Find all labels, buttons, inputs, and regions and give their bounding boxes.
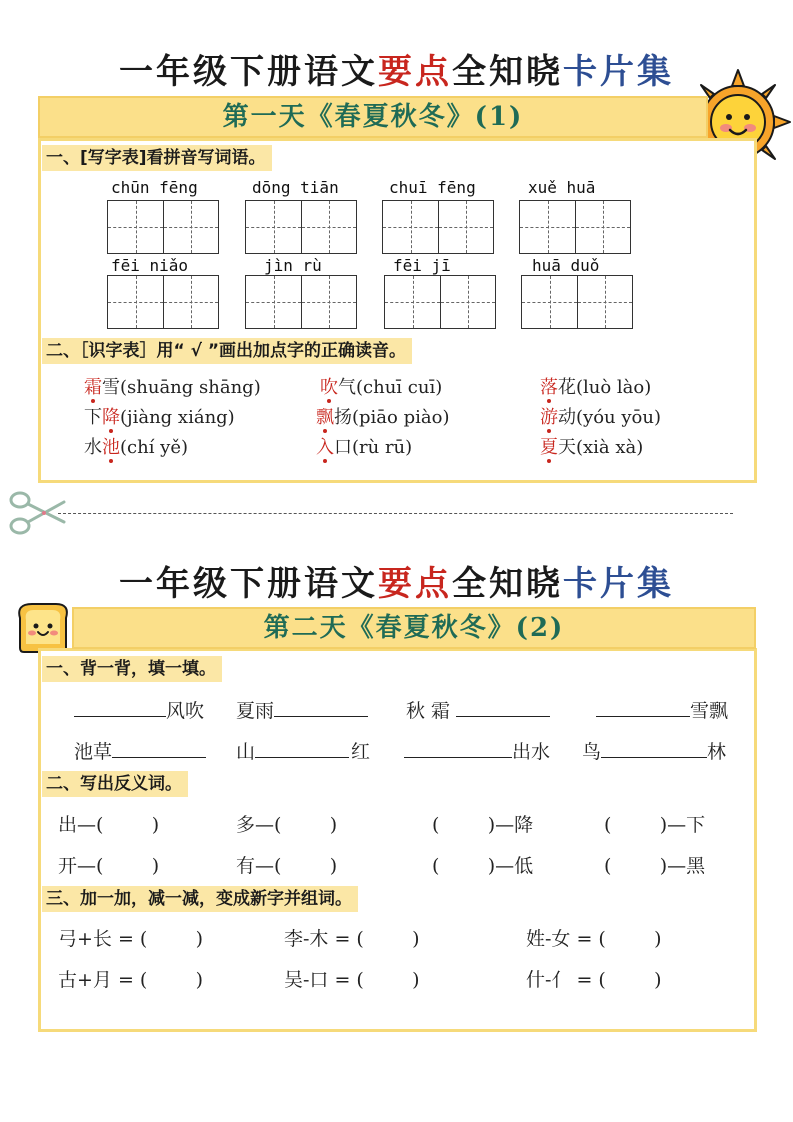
pinyin-label: chūn fēng — [111, 178, 198, 197]
title-part1: 一年级下册语文 — [119, 52, 378, 92]
reading-choice-item[interactable]: 落花(luò lào) — [540, 373, 651, 399]
day1-banner: 第一天《春夏秋冬》(1) — [38, 96, 708, 138]
fill-blank-item[interactable]: 夏雨 — [236, 696, 368, 723]
fill-blank-item[interactable]: 雪飘 — [596, 696, 728, 723]
title-part4: 卡片集 — [563, 564, 674, 604]
reading-choice-item[interactable]: 夏天(xià xà) — [540, 433, 643, 459]
fill-blank-item[interactable]: 鸟 林 — [582, 737, 726, 764]
page-title-bottom — [0, 556, 793, 605]
pinyin-label: jìn rù — [264, 256, 322, 275]
day2-section3-heading: 三、加一加，减一减，变成新字并组词。 — [42, 886, 358, 912]
day2-banner: 第二天《春夏秋冬》(2) — [72, 607, 756, 649]
writing-grid[interactable] — [519, 200, 631, 254]
fill-blank-item[interactable]: 山 红 — [236, 737, 370, 764]
cut-line-divider — [58, 513, 733, 514]
char-formula-item[interactable]: 吴-口 = ( ) — [284, 969, 420, 991]
reading-choice-item[interactable]: 飘扬(piāo piào) — [316, 403, 449, 429]
pinyin-label: fēi jī — [393, 256, 451, 275]
antonym-item[interactable]: ( )—黑 — [604, 855, 706, 877]
pinyin-label: dōng tiān — [252, 178, 339, 197]
writing-grid[interactable] — [245, 275, 357, 329]
fill-blank-item[interactable]: 池草 — [74, 737, 206, 764]
char-formula-item[interactable]: 什-亻 = ( ) — [526, 969, 662, 991]
reading-choice-item[interactable]: 水池(chí yě) — [84, 433, 188, 459]
title-part2: 要点 — [378, 564, 452, 604]
writing-grid[interactable] — [384, 275, 496, 329]
antonym-item[interactable]: ( )—低 — [432, 855, 534, 877]
day2-section2-heading: 二、写出反义词。 — [42, 771, 188, 797]
antonym-item[interactable]: ( )—降 — [432, 814, 534, 836]
title-part4: 卡片集 — [563, 52, 674, 92]
day1-section1-heading: 一、[写字表]看拼音写词语。 — [42, 145, 272, 171]
fill-blank-item[interactable]: 出水 — [404, 737, 550, 764]
reading-choice-item[interactable]: 游动(yóu yōu) — [540, 403, 661, 429]
char-formula-item[interactable]: 李-木 = ( ) — [284, 928, 420, 950]
reading-choice-item[interactable]: 入口(rù rū) — [316, 433, 412, 459]
reading-choice-item[interactable]: 霜雪(shuāng shāng) — [84, 373, 261, 399]
writing-grid[interactable] — [107, 200, 219, 254]
pinyin-label: fēi niǎo — [111, 256, 189, 275]
pinyin-label: xuě huā — [528, 178, 596, 197]
writing-grid[interactable] — [107, 275, 219, 329]
pinyin-label: chuī fēng — [389, 178, 476, 197]
writing-grid[interactable] — [521, 275, 633, 329]
writing-grid[interactable] — [245, 200, 357, 254]
day1-section2-heading: 二、［识字表］用“ √ ”画出加点字的正确读音。 — [42, 338, 412, 364]
title-part3: 全知晓 — [452, 52, 563, 92]
char-formula-item[interactable]: 古+月 = ( ) — [58, 969, 204, 991]
fill-blank-item[interactable]: 风吹 — [74, 696, 204, 723]
char-formula-item[interactable]: 姓-女 = ( ) — [526, 928, 662, 950]
antonym-item[interactable]: 开—( ) — [58, 855, 160, 877]
page-title-top — [0, 44, 793, 93]
writing-grid[interactable] — [382, 200, 494, 254]
reading-choice-item[interactable]: 下降(jiàng xiáng) — [84, 403, 235, 429]
day2-section1-heading: 一、背一背，填一填。 — [42, 656, 222, 682]
antonym-item[interactable]: 多—( ) — [236, 814, 338, 836]
antonym-item[interactable]: 有—( ) — [236, 855, 338, 877]
antonym-item[interactable]: 出—( ) — [58, 814, 160, 836]
title-part3: 全知晓 — [452, 564, 563, 604]
pinyin-label: huā duǒ — [532, 256, 600, 275]
fill-blank-item[interactable]: 秋 霜 — [406, 696, 550, 723]
char-formula-item[interactable]: 弓+长 = ( ) — [58, 928, 204, 950]
title-part1: 一年级下册语文 — [119, 564, 378, 604]
antonym-item[interactable]: ( )—下 — [604, 814, 706, 836]
reading-choice-item[interactable]: 吹气(chuī cuī) — [320, 373, 442, 399]
title-part2: 要点 — [378, 52, 452, 92]
